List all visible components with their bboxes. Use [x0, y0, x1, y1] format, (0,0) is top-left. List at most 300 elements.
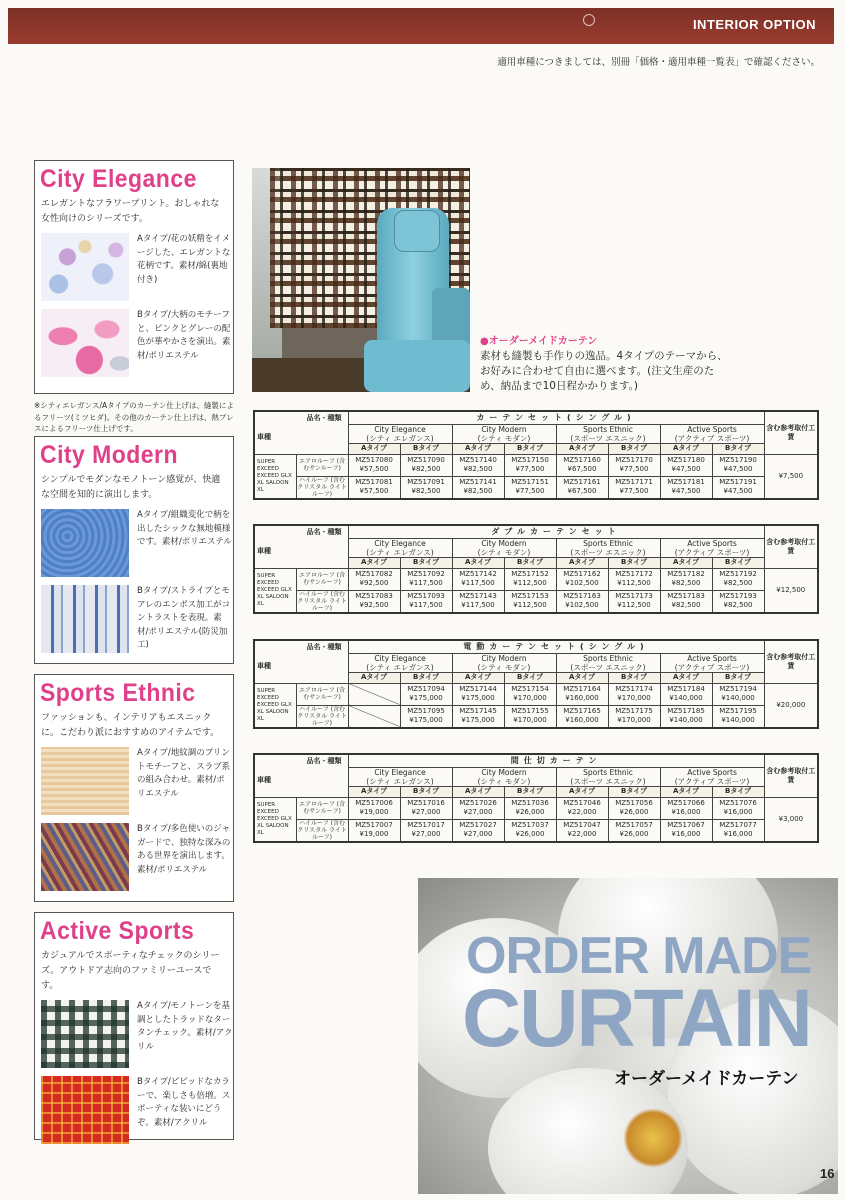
- type-a-header: Aタイプ: [660, 786, 712, 797]
- part-number: MZ517056: [615, 799, 653, 807]
- part-number: MZ517092: [407, 570, 445, 578]
- price: ¥26,000: [619, 830, 649, 838]
- price: ¥27,000: [411, 830, 441, 838]
- group-name: Sports Ethnic: [583, 767, 633, 777]
- type-a-header: Aタイプ: [660, 557, 712, 568]
- type-a-header: Aタイプ: [660, 443, 712, 454]
- price-cell: [556, 797, 608, 819]
- installation-fee: ¥7,500: [764, 454, 818, 499]
- part-number: MZ517162: [563, 570, 601, 578]
- part-number: MZ517143: [459, 592, 497, 600]
- price-cell: [608, 476, 660, 499]
- price-cell: [556, 819, 608, 842]
- roof-type: ハイルーフ (含むクリスタル ライトルーフ): [297, 819, 347, 841]
- price-cell: [400, 454, 452, 476]
- price: ¥102,500: [565, 579, 599, 587]
- price-cell: [504, 797, 556, 819]
- price: ¥102,500: [565, 601, 599, 609]
- installation-fee: ¥3,000: [764, 797, 818, 842]
- column-group: [660, 653, 764, 672]
- table-title: 間仕切カーテン: [348, 754, 764, 767]
- price-cell: [556, 476, 608, 499]
- empty-cell: [348, 683, 400, 705]
- column-group: [660, 767, 764, 786]
- seat-cushion: [364, 340, 470, 392]
- roof-type: ハイルーフ (含むクリスタル ライトルーフ): [297, 705, 347, 727]
- price: ¥77,500: [515, 487, 545, 495]
- part-number: MZ517007: [355, 821, 393, 829]
- group-name-jp: (シティ モダン): [477, 433, 531, 443]
- type-b-header: Bタイプ: [608, 443, 660, 454]
- part-number: MZ517172: [615, 570, 653, 578]
- price-cell: [348, 454, 400, 476]
- corner-top-label: 品名・種類: [306, 414, 342, 422]
- price-table: [253, 410, 819, 500]
- part-number: MZ517181: [667, 478, 705, 486]
- price-cell: [556, 705, 608, 728]
- price: ¥112,500: [513, 579, 547, 587]
- corner-bottom-label: 車種: [257, 547, 271, 555]
- part-number: MZ517193: [719, 592, 757, 600]
- price: ¥82,500: [671, 601, 701, 609]
- part-number: MZ517151: [511, 478, 549, 486]
- price: ¥160,000: [565, 694, 599, 702]
- swatch-sports-ethnic-b: [41, 823, 129, 891]
- price-cell: [348, 590, 400, 613]
- panel-sports-ethnic: [34, 674, 234, 902]
- group-name: Active Sports: [687, 767, 737, 777]
- type-b-header: Bタイプ: [400, 443, 452, 454]
- part-number: MZ517006: [355, 799, 393, 807]
- part-number: MZ517046: [563, 799, 601, 807]
- part-number: MZ517155: [511, 707, 549, 715]
- panel-active-sports: [34, 912, 234, 1140]
- swatch-row-b: [41, 583, 233, 655]
- roof-type: エアロルーフ (含むサンルーフ): [296, 454, 348, 476]
- price-cell: [712, 454, 764, 476]
- part-number: MZ517184: [667, 685, 705, 693]
- order-made-image: [418, 878, 838, 1194]
- group-name: City Elegance: [374, 424, 426, 434]
- price-cell: [556, 590, 608, 613]
- type-a-header: Aタイプ: [452, 443, 504, 454]
- type-a-header: Aタイプ: [556, 443, 608, 454]
- price: ¥47,500: [671, 465, 701, 473]
- price: ¥82,500: [723, 579, 753, 587]
- price-cell: [712, 819, 764, 842]
- column-group: [348, 538, 452, 557]
- corner-bottom-label: 車種: [257, 776, 271, 784]
- price-cell: [660, 705, 712, 728]
- car-models: SUPER EXCEED EXCEED GLX XL SALOON XL: [254, 683, 296, 728]
- swatch-sports-ethnic-a: [41, 747, 129, 815]
- type-b-header: Bタイプ: [608, 786, 660, 797]
- column-group: [452, 538, 556, 557]
- group-name: City Elegance: [374, 767, 426, 777]
- notice-text: 適用車種につきましては、別冊「価格・適用車種一覧表」で確認ください。: [497, 57, 820, 68]
- part-number: MZ517173: [615, 592, 653, 600]
- type-a-header: Aタイプ: [556, 557, 608, 568]
- part-number: MZ517190: [719, 456, 757, 464]
- price-cell: [608, 705, 660, 728]
- fee-header: 含む参考取付工賃: [764, 525, 818, 568]
- price: ¥170,000: [513, 716, 547, 724]
- group-name: City Elegance: [374, 538, 426, 548]
- part-number: MZ517192: [719, 570, 757, 578]
- part-number: MZ517080: [355, 456, 393, 464]
- panel-description: カジュアルでスポーティなチェックのシリーズ。アウトドア志向のファミリーユースです。: [41, 951, 220, 991]
- part-number: MZ517174: [615, 685, 653, 693]
- price: ¥117,500: [409, 601, 443, 609]
- swatch-row-a: [41, 745, 233, 817]
- part-number: MZ517183: [667, 592, 705, 600]
- swatch-description: Bタイプ/ビビッドなカラーで、楽しさも倍増。スポーティな装いにどうぞ。素材/アクリル: [137, 1077, 231, 1128]
- price: ¥117,500: [461, 601, 495, 609]
- part-number: MZ517170: [615, 456, 653, 464]
- price: ¥175,000: [461, 694, 495, 702]
- price: ¥170,000: [617, 716, 651, 724]
- price-cell: [660, 797, 712, 819]
- price-cell: [348, 797, 400, 819]
- part-number: MZ517195: [719, 707, 757, 715]
- price-cell: [608, 819, 660, 842]
- swatch-city-elegance-b: [41, 309, 129, 377]
- type-b-header: Bタイプ: [608, 672, 660, 683]
- swatch-description: Bタイプ/多色使いのジャガードで、独特な深みのある世界を演出します。素材/ポリエステル: [137, 824, 231, 875]
- price-cell: [712, 590, 764, 613]
- column-group: [348, 424, 452, 443]
- part-number: MZ517083: [355, 592, 393, 600]
- price: ¥170,000: [617, 694, 651, 702]
- fee-header: 含む参考取付工賃: [764, 754, 818, 797]
- price-cell: [348, 568, 400, 590]
- swatch-row-b: [41, 1074, 233, 1146]
- panel-city-elegance: [34, 160, 234, 394]
- swatch-row-a: [41, 231, 233, 303]
- part-number: MZ517090: [407, 456, 445, 464]
- panel-city-modern: [34, 436, 234, 664]
- panel-title: City Elegance: [40, 165, 197, 193]
- price: ¥77,500: [619, 487, 649, 495]
- order-made-heading: ORDER MADE: [466, 927, 812, 985]
- type-a-header: Aタイプ: [660, 672, 712, 683]
- type-a-header: Aタイプ: [452, 557, 504, 568]
- price-cell: [504, 476, 556, 499]
- order-note-body: 素材も縫製も手作りの逸品。4タイプのテーマから、お好みに合わせて自由に選べます。(注文生産のため、納品まで10日程かかります。): [480, 350, 728, 392]
- corner-bottom-label: 車種: [257, 433, 271, 441]
- corner-top-label: 品名・種類: [306, 643, 342, 651]
- price-cell: [452, 819, 504, 842]
- swatch-city-modern-b: [41, 585, 129, 653]
- price: ¥82,500: [671, 579, 701, 587]
- price-cell: [608, 683, 660, 705]
- group-name: Active Sports: [687, 424, 737, 434]
- price: ¥117,500: [461, 579, 495, 587]
- price-cell: [712, 476, 764, 499]
- seat-headrest: [394, 210, 440, 252]
- swatch-description: Aタイプ/地紋調のプリントモチーフと、スラブ系の組み合わせ。素材/ポリエステル: [137, 748, 231, 799]
- type-a-header: Aタイプ: [556, 786, 608, 797]
- swatch-description: Bタイプ/ストライプとモアレのエンボス加工がコントラストを表現。素材/ポリエステル(防災加工): [137, 586, 231, 650]
- price-table: [253, 753, 819, 843]
- price: ¥112,500: [617, 601, 651, 609]
- price: ¥175,000: [409, 716, 443, 724]
- group-name: Sports Ethnic: [583, 424, 633, 434]
- swatch-row-a: [41, 507, 233, 579]
- roof-type: ハイルーフ (含むクリスタル ライトルーフ): [297, 590, 347, 612]
- price: ¥112,500: [513, 601, 547, 609]
- fee-header: 含む参考取付工賃: [764, 640, 818, 683]
- group-name-jp: (スポーツ エスニック): [570, 662, 646, 672]
- price-cell: [504, 705, 556, 728]
- type-a-header: Aタイプ: [348, 443, 400, 454]
- swatch-active-sports-b: [41, 1076, 129, 1144]
- price-cell: [504, 590, 556, 613]
- part-number: MZ517066: [667, 799, 705, 807]
- panel-description: ファッションも、インテリアもエスニックに。こだわり派におすすめのアイテムです。: [41, 713, 220, 738]
- price: ¥57,500: [359, 487, 389, 495]
- type-b-header: Bタイプ: [608, 557, 660, 568]
- installation-fee: ¥20,000: [764, 683, 818, 728]
- price-cell: [608, 590, 660, 613]
- order-note-heading: ●オーダーメイドカーテン: [480, 336, 598, 347]
- empty-cell: [348, 705, 400, 728]
- swatch-row-b: [41, 821, 233, 893]
- price: ¥57,500: [359, 465, 389, 473]
- column-group: [348, 767, 452, 786]
- price: ¥77,500: [619, 465, 649, 473]
- part-number: MZ517076: [719, 799, 757, 807]
- section-title: INTERIOR OPTION: [692, 17, 816, 32]
- group-name: City Elegance: [374, 653, 426, 663]
- price-cell: [504, 683, 556, 705]
- price: ¥140,000: [721, 716, 755, 724]
- type-b-header: Bタイプ: [504, 672, 556, 683]
- group-name-jp: (シティ エレガンス): [366, 776, 434, 786]
- swatch-active-sports-a: [41, 1000, 129, 1068]
- price-cell: [400, 568, 452, 590]
- price-cell: [660, 683, 712, 705]
- price: ¥82,500: [463, 487, 493, 495]
- price-cell: [712, 568, 764, 590]
- part-number: MZ517140: [459, 456, 497, 464]
- price: ¥117,500: [409, 579, 443, 587]
- group-name: City Modern: [481, 653, 527, 663]
- part-number: MZ517057: [615, 821, 653, 829]
- group-name-jp: (アクティブ スポーツ): [674, 776, 750, 786]
- price-cell: [608, 797, 660, 819]
- type-b-header: Bタイプ: [400, 672, 452, 683]
- part-number: MZ517182: [667, 570, 705, 578]
- order-note: [480, 334, 730, 394]
- part-number: MZ517142: [459, 570, 497, 578]
- type-a-header: Aタイプ: [452, 786, 504, 797]
- price-cell: [452, 683, 504, 705]
- part-number: MZ517194: [719, 685, 757, 693]
- roof-type: エアロルーフ (含むサンルーフ): [296, 797, 348, 819]
- part-number: MZ517161: [563, 478, 601, 486]
- swatch-description: Aタイプ/花の妖精をイメージした、エレガントな花柄です。素材/綿(裏地付き): [137, 234, 231, 285]
- price: ¥175,000: [409, 694, 443, 702]
- swatch-city-modern-a: [41, 509, 129, 577]
- column-group: [556, 538, 660, 557]
- price: ¥82,500: [411, 487, 441, 495]
- price-cell: [504, 819, 556, 842]
- price-cell: [608, 454, 660, 476]
- part-number: MZ517094: [407, 685, 445, 693]
- part-number: MZ517180: [667, 456, 705, 464]
- part-number: MZ517095: [407, 707, 445, 715]
- group-name-jp: (アクティブ スポーツ): [674, 433, 750, 443]
- price: ¥160,000: [565, 716, 599, 724]
- price: ¥92,500: [359, 601, 389, 609]
- price: ¥82,500: [723, 601, 753, 609]
- group-name-jp: (シティ モダン): [477, 662, 531, 672]
- column-group: [660, 538, 764, 557]
- column-group: [556, 767, 660, 786]
- price-cell: [400, 683, 452, 705]
- group-name: City Modern: [481, 767, 527, 777]
- type-a-header: Aタイプ: [348, 557, 400, 568]
- column-group: [556, 424, 660, 443]
- part-number: MZ517077: [719, 821, 757, 829]
- price-cell: [400, 797, 452, 819]
- group-name: City Modern: [481, 424, 527, 434]
- table-title: 電動カーテンセット(シングル): [348, 640, 764, 653]
- type-b-header: Bタイプ: [712, 786, 764, 797]
- price-cell: [400, 476, 452, 499]
- part-number: MZ517081: [355, 478, 393, 486]
- group-name: Active Sports: [687, 538, 737, 548]
- part-number: MZ517154: [511, 685, 549, 693]
- price: ¥27,000: [411, 808, 441, 816]
- roof-type: ハイルーフ (含むクリスタル ライトルーフ): [297, 476, 347, 498]
- part-number: MZ517082: [355, 570, 393, 578]
- price: ¥47,500: [723, 487, 753, 495]
- footnote: ※シティエレガンス/Aタイプのカーテン仕上げは、縫製によるフリーツ(ミツヒダ)。その他のカーテン仕上げは、熱プレスによるフリーツ仕上げです。: [34, 401, 234, 433]
- price-cell: [660, 590, 712, 613]
- price-cell: [452, 476, 504, 499]
- type-b-header: Bタイプ: [400, 786, 452, 797]
- panel-title: Sports Ethnic: [40, 679, 196, 707]
- price: ¥27,000: [463, 830, 493, 838]
- orchid-center: [623, 1108, 683, 1168]
- part-number: MZ517093: [407, 592, 445, 600]
- part-number: MZ517144: [459, 685, 497, 693]
- panel-description: シンプルでモダンなモノトーン感覚が、快適な空間を知的に演出します。: [41, 475, 221, 500]
- price: ¥22,000: [567, 830, 597, 838]
- group-name: Sports Ethnic: [583, 653, 633, 663]
- price: ¥112,500: [617, 579, 651, 587]
- swatch-description: Aタイプ/組織変化で柄を出したシックな無地模様です。素材/ポリエステル: [137, 510, 232, 547]
- price: ¥16,000: [671, 830, 701, 838]
- fee-header: 含む参考取付工賃: [764, 411, 818, 454]
- price-cell: [348, 819, 400, 842]
- type-a-header: Aタイプ: [556, 672, 608, 683]
- price: ¥26,000: [515, 808, 545, 816]
- curtain-heading: CURTAIN: [462, 973, 811, 1064]
- installation-fee: ¥12,500: [764, 568, 818, 613]
- corner-top-label: 品名・種類: [306, 757, 342, 765]
- price-cell: [556, 683, 608, 705]
- group-name-jp: (スポーツ エスニック): [570, 547, 646, 557]
- price-cell: [660, 454, 712, 476]
- price: ¥19,000: [359, 808, 389, 816]
- car-models: SUPER EXCEED EXCEED GLX XL SALOON XL: [254, 454, 296, 499]
- price-cell: [712, 705, 764, 728]
- price: ¥82,500: [411, 465, 441, 473]
- part-number: MZ517163: [563, 592, 601, 600]
- part-number: MZ517047: [563, 821, 601, 829]
- price-cell: [452, 568, 504, 590]
- part-number: MZ517160: [563, 456, 601, 464]
- swatch-row-a: [41, 998, 233, 1070]
- group-name-jp: (アクティブ スポーツ): [674, 547, 750, 557]
- part-number: MZ517145: [459, 707, 497, 715]
- price: ¥77,500: [515, 465, 545, 473]
- price-cell: [504, 454, 556, 476]
- type-b-header: Bタイプ: [712, 443, 764, 454]
- price: ¥19,000: [359, 830, 389, 838]
- group-name-jp: (シティ モダン): [477, 776, 531, 786]
- price-cell: [712, 683, 764, 705]
- price: ¥67,500: [567, 465, 597, 473]
- price: ¥47,500: [671, 487, 701, 495]
- price-cell: [400, 590, 452, 613]
- group-name: Active Sports: [687, 653, 737, 663]
- price-cell: [504, 568, 556, 590]
- part-number: MZ517141: [459, 478, 497, 486]
- corner-top-label: 品名・種類: [306, 528, 342, 536]
- price: ¥92,500: [359, 579, 389, 587]
- swatch-row-b: [41, 307, 233, 379]
- part-number: MZ517026: [459, 799, 497, 807]
- price: ¥140,000: [669, 694, 703, 702]
- price-cell: [660, 819, 712, 842]
- group-name: Sports Ethnic: [583, 538, 633, 548]
- price-cell: [400, 705, 452, 728]
- group-name-jp: (シティ エレガンス): [366, 547, 434, 557]
- part-number: MZ517175: [615, 707, 653, 715]
- curtain-seat-photo: [252, 168, 470, 392]
- type-b-header: Bタイプ: [504, 443, 556, 454]
- price-cell: [556, 568, 608, 590]
- type-a-header: Aタイプ: [348, 786, 400, 797]
- table-title: カーテンセット(シングル): [348, 411, 764, 424]
- group-name-jp: (アクティブ スポーツ): [674, 662, 750, 672]
- part-number: MZ517091: [407, 478, 445, 486]
- price-cell: [452, 454, 504, 476]
- part-number: MZ517037: [511, 821, 549, 829]
- group-name-jp: (シティ モダン): [477, 547, 531, 557]
- price: ¥175,000: [461, 716, 495, 724]
- panel-title: City Modern: [40, 441, 178, 469]
- group-name-jp: (スポーツ エスニック): [570, 433, 646, 443]
- column-group: [660, 424, 764, 443]
- roof-type: エアロルーフ (含むサンルーフ): [296, 683, 348, 705]
- price: ¥140,000: [721, 694, 755, 702]
- price-table: [253, 639, 819, 729]
- part-number: MZ517067: [667, 821, 705, 829]
- price: ¥26,000: [515, 830, 545, 838]
- part-number: MZ517164: [563, 685, 601, 693]
- panel-description: エレガントなフラワープリント。おしゃれな女性向けのシリーズです。: [41, 199, 220, 224]
- column-group: [556, 653, 660, 672]
- price: ¥22,000: [567, 808, 597, 816]
- part-number: MZ517185: [667, 707, 705, 715]
- group-name-jp: (シティ エレガンス): [366, 433, 434, 443]
- header-bar: [8, 8, 834, 44]
